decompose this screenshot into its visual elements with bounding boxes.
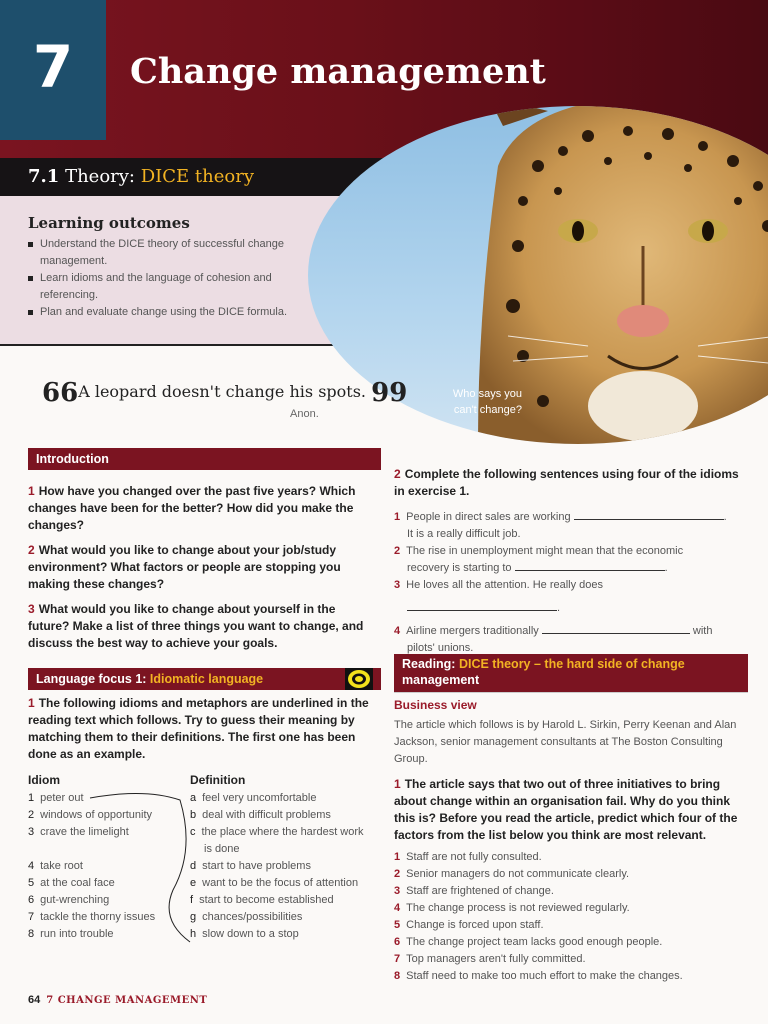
answer-blank[interactable] [515, 560, 665, 571]
list-item: e want to be the focus of attention [190, 877, 359, 889]
list-item: 8 Staff need to make too much effort to make the changes. [394, 970, 683, 982]
question-number: 2 [394, 467, 401, 481]
list-item: 6 gut-wrenching [28, 894, 110, 906]
list-item: 5 Change is forced upon staff. [394, 919, 544, 931]
question-number: 1 [28, 484, 35, 498]
list-item: is done [204, 843, 240, 855]
question-text: What would you like to change about yourself in the future? Make a list of three things you want to change, and discuss the best way to achieve your goals. [28, 602, 364, 650]
list-item: 1 Staff are not fully consulted. [394, 851, 542, 863]
intro-question-3 [28, 601, 373, 652]
list-item: h slow down to a stop [190, 928, 299, 940]
answer-blank[interactable] [407, 600, 557, 611]
introduction-heading: Introduction [28, 448, 381, 470]
business-view-label: Business view [394, 698, 477, 712]
list-item: 1 People in direct sales are working . It is a really difficult job. [394, 509, 744, 543]
list-item: 6 The change project team lacks good enough people. [394, 936, 663, 948]
close-quote-icon: 99 [371, 378, 408, 408]
question-number: 1 [28, 696, 35, 710]
page-number: 64 [28, 994, 41, 1006]
footer-chapter-label: 7 CHANGE MANAGEMENT [46, 995, 208, 1006]
intro-question-1 [28, 483, 373, 534]
quote-author: Anon. [290, 408, 319, 420]
definition-header: Definition [190, 773, 246, 787]
question-text: The article says that two out of three initiatives to bring about change within an organisation fail. Why do you think this is? Before you read the article, predict which four of the factors from the list below you think are most relevant. [394, 777, 738, 842]
intro-question-2 [28, 542, 373, 593]
list-item: 5 at the coal face [28, 877, 115, 889]
list-item: 1 peter out [28, 792, 84, 804]
question-text: What would you like to change about your job/study environment? What factors or people are stopping you making these changes? [28, 543, 341, 591]
matching-line-icon [85, 790, 195, 950]
list-item: a feel very uncomfortable [190, 792, 317, 804]
list-item: Plan and evaluate change using the DICE formula. [28, 304, 308, 321]
caption-line: can't change? [453, 404, 522, 416]
list-item: 7 tackle the thorny issues [28, 911, 156, 923]
exercise-2-instruction [394, 466, 740, 500]
question-number: 2 [28, 543, 35, 557]
exercise-2-list [394, 509, 744, 657]
list-item: 4 Airline mergers traditionally with pilots' unions. [394, 623, 744, 657]
section-label: Theory: [65, 166, 135, 187]
list-item: 2 windows of opportunity [28, 809, 153, 821]
open-quote-icon: 66 [42, 378, 79, 408]
heading-accent: Idiomatic language [149, 672, 264, 686]
chapter-title: Change management [130, 51, 546, 92]
list-item: 4 take root [28, 860, 83, 872]
list-item: 3 He loves all the attention. He really does . [394, 577, 744, 617]
question-text: Complete the following sentences using four of the idioms in exercise 1. [394, 467, 739, 498]
list-item: 3 crave the limelight [28, 826, 129, 838]
list-item: b deal with difficult problems [190, 809, 331, 821]
list-item: 2 The rise in unemployment might mean that the economic recovery is starting to . [394, 543, 744, 577]
question-text: How have you changed over the past five years? Which changes have been for the better? How did you make the changes? [28, 484, 356, 532]
target-icon [345, 668, 373, 690]
caption-line: Who says you [452, 388, 522, 400]
question-number: 1 [394, 777, 401, 791]
language-focus-heading [28, 668, 381, 690]
heading-line: management [402, 673, 480, 687]
divider [394, 692, 748, 693]
section-number: 7.1 [28, 166, 60, 187]
list-item: 8 run into trouble [28, 928, 114, 940]
answer-blank[interactable] [574, 509, 724, 520]
photo-caption [440, 386, 522, 418]
list-item: 7 Top managers aren't fully committed. [394, 953, 586, 965]
item-line: recovery is starting to . [407, 562, 668, 574]
heading-accent: DICE theory – the hard side of change [458, 657, 685, 671]
section-title [28, 164, 254, 190]
definition-list [190, 790, 364, 943]
list-item: f start to become established [190, 894, 334, 906]
page-footer [28, 994, 207, 1006]
factor-list [394, 849, 683, 985]
list-item: Learn idioms and the language of cohesion and referencing. [28, 270, 308, 304]
reading-question-1 [394, 776, 744, 844]
list-item: 3 Staff are frightened of change. [394, 885, 554, 897]
list-item: d start to have problems [190, 860, 311, 872]
question-text: The following idioms and metaphors are underlined in the reading text which follows. Try to guess their meaning by matching them to their definitions. The first one has been done as an example. [28, 696, 369, 761]
heading-label: Reading: [402, 657, 456, 671]
list-item: g chances/possibilities [190, 911, 303, 923]
reading-heading [394, 654, 748, 692]
heading-label: Language focus 1: [36, 672, 147, 686]
quote [42, 378, 407, 408]
answer-blank[interactable] [542, 623, 690, 634]
section-topic: DICE theory [140, 166, 254, 187]
item-line: . [394, 594, 744, 617]
learning-outcomes-list [28, 236, 308, 321]
list-item: Understand the DICE theory of successful change management. [28, 236, 308, 270]
item-line: It is a really difficult job. [407, 528, 521, 540]
language-focus-instruction [28, 695, 373, 763]
question-number: 3 [28, 602, 35, 616]
idiom-header: Idiom [28, 773, 60, 787]
chapter-number: 7 [32, 33, 74, 101]
learning-outcomes-title: Learning outcomes [28, 214, 190, 232]
list-item: 4 The change process is not reviewed regularly. [394, 902, 630, 914]
list-item: c the place where the hardest work [190, 826, 364, 838]
list-item: 2 Senior managers do not communicate clearly. [394, 868, 630, 880]
business-view-text: The article which follows is by Harold L. Sirkin, Perry Keenan and Alan Jackson, senior management consultants at The Boston Consulting Group. [394, 719, 737, 765]
item-line: pilots' unions. [407, 642, 474, 654]
quote-text: A leopard doesn't change his spots. [78, 382, 367, 401]
